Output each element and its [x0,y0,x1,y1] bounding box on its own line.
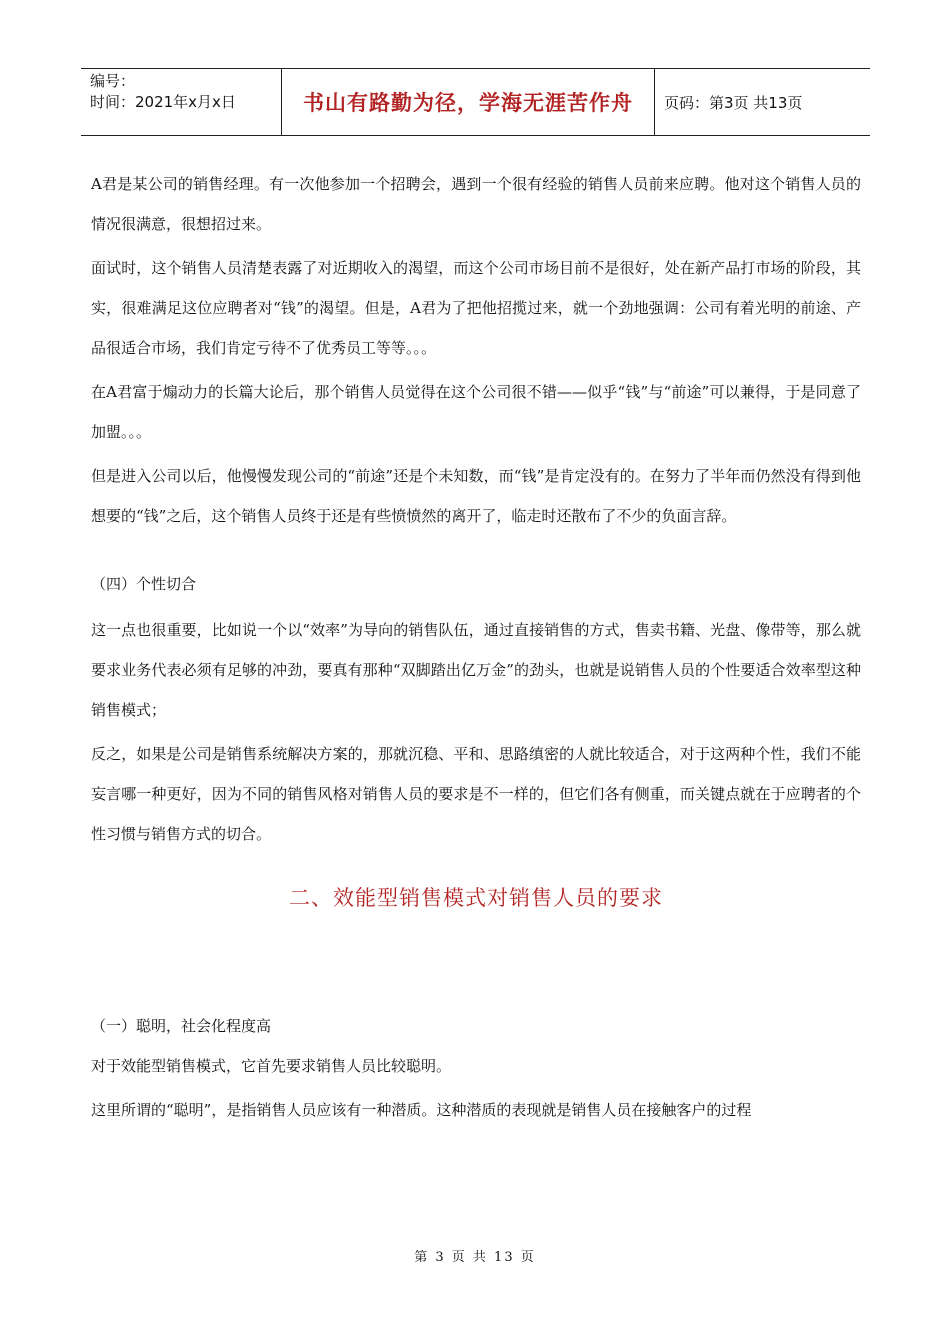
section-title: 二、效能型销售模式对销售人员的要求 [289,886,663,910]
document-number-label: 编号： [90,72,136,90]
paragraph-2: 面试时，这个销售人员清楚表露了对近期收入的渴望，而这个公司市场目前不是很好，处在新产品打市场的阶段，其实，很难满足这位应聘者对“钱”的渴望。但是，A君为了把他招揽过来，就一个劲地强调：公司有着光明的前途、产品很适合市场，我们肯定亏待不了优秀员工等等。。。 [91,259,861,357]
header-motto: 书山有路勤为径，学海无涯苦作舟 [281,69,655,135]
header-page-info: 页码：第3页 共13页 [664,93,803,112]
paragraph-6: 反之，如果是公司是销售系统解决方案的，那就沉稳、平和、思路缜密的人就比较适合，对于这两种个性，我们不能妄言哪一种更好，因为不同的销售风格对销售人员的要求是不一样的，但它们各有侧重，而关键点就在于应聘者的个性习惯与销售方式的切合。 [91,745,861,843]
paragraph-7: 对于效能型销售模式，它首先要求销售人员比较聪明。 [91,1057,452,1075]
document-body [91,164,861,1130]
page-header [81,68,870,136]
paragraph-3: 在A君富于煽动力的长篇大论后，那个销售人员觉得在这个公司很不错——似乎“钱”与“前途”可以兼得，于是同意了加盟。。。 [91,383,861,441]
paragraph-8: 这里所谓的“聪明”，是指销售人员应该有一种潜质。这种潜质的表现就是销售人员在接触客户的过程 [91,1101,752,1119]
subheading-smart: （一）聪明，社会化程度高 [91,1017,272,1035]
page-footer: 第 3 页 共 13 页 [414,1250,536,1265]
paragraph-5: 这一点也很重要，比如说一个以“效率”为导向的销售队伍，通过直接销售的方式，售卖书籍、光盘、像带等，那么就要求业务代表必须有足够的冲劲，要真有那种“双脚踏出亿万金”的劲头，也就是说销售人员的个性要适合效率型这种销售模式； [91,621,861,719]
paragraph-4: 但是进入公司以后，他慢慢发现公司的“前途”还是个未知数，而“钱”是肯定没有的。在努力了半年而仍然没有得到他想要的“钱”之后，这个销售人员终于还是有些愤愤然的离开了，临走时还散布了不少的负面言辞。 [91,467,861,525]
document-date: 时间：2021年x月x日 [90,93,236,111]
subheading-personality-fit: （四）个性切合 [91,575,197,593]
header-meta [81,69,281,135]
paragraph-1: A君是某公司的销售经理。有一次他参加一个招聘会，遇到一个很有经验的销售人员前来应聘。他对这个销售人员的情况很满意，很想招过来。 [91,175,861,233]
